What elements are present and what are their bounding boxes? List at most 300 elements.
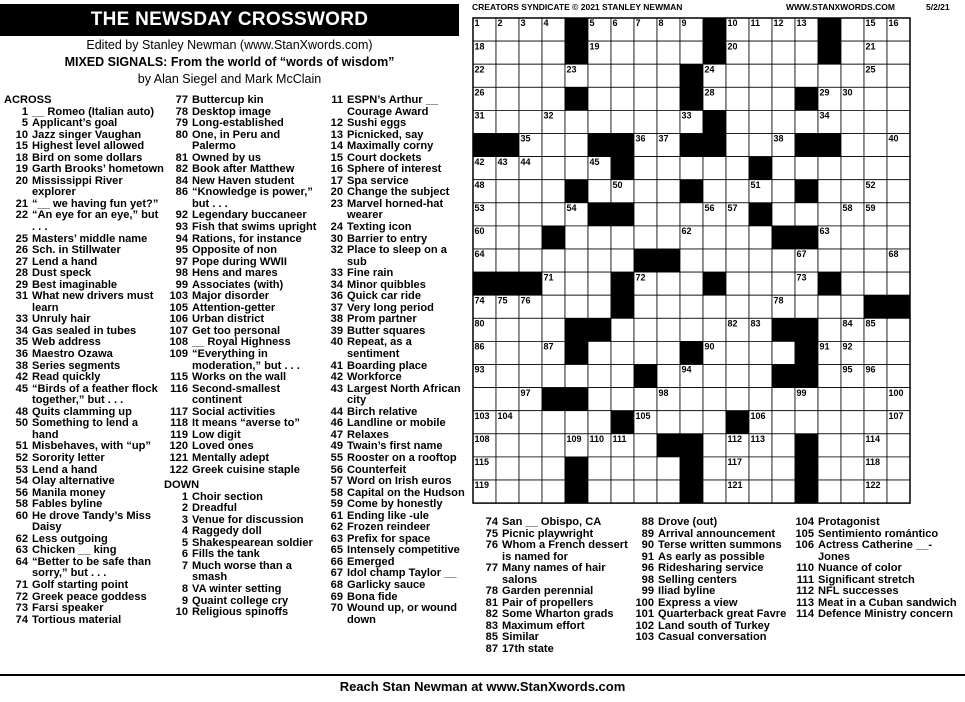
grid-cell[interactable] bbox=[864, 388, 887, 411]
grid-cell[interactable] bbox=[496, 480, 519, 503]
grid-cell[interactable] bbox=[887, 318, 910, 341]
grid-cell[interactable] bbox=[565, 226, 588, 249]
grid-cell[interactable] bbox=[657, 318, 680, 341]
grid-cell[interactable] bbox=[542, 318, 565, 341]
grid-cell[interactable] bbox=[588, 226, 611, 249]
grid-cell[interactable] bbox=[611, 41, 634, 64]
grid-cell[interactable] bbox=[749, 87, 772, 110]
clue-item[interactable] bbox=[630, 540, 800, 552]
grid-cell[interactable] bbox=[588, 341, 611, 364]
grid-cell[interactable] bbox=[565, 272, 588, 295]
grid-cell[interactable] bbox=[634, 457, 657, 480]
clue-item[interactable] bbox=[790, 563, 962, 575]
grid-cell[interactable] bbox=[818, 457, 841, 480]
grid-cell[interactable] bbox=[680, 318, 703, 341]
grid-cell[interactable] bbox=[749, 457, 772, 480]
grid-cell[interactable] bbox=[680, 41, 703, 64]
grid-cell[interactable] bbox=[542, 365, 565, 388]
grid-cell[interactable] bbox=[519, 180, 542, 203]
grid-cell[interactable] bbox=[772, 272, 795, 295]
clue-item[interactable] bbox=[319, 603, 467, 626]
grid-cell[interactable] bbox=[657, 110, 680, 133]
grid-cell[interactable] bbox=[703, 480, 726, 503]
clue-item[interactable] bbox=[4, 476, 164, 488]
clue-item[interactable] bbox=[4, 176, 164, 199]
grid-cell[interactable] bbox=[634, 480, 657, 503]
clue-item[interactable] bbox=[164, 561, 324, 584]
clue-item[interactable] bbox=[164, 503, 324, 515]
grid-cell[interactable] bbox=[726, 388, 749, 411]
clue-item[interactable] bbox=[4, 384, 164, 407]
grid-cell[interactable] bbox=[657, 157, 680, 180]
grid-cell[interactable] bbox=[680, 249, 703, 272]
grid-cell[interactable] bbox=[772, 41, 795, 64]
clue-item[interactable] bbox=[4, 291, 164, 314]
clue-item[interactable] bbox=[319, 199, 467, 222]
clue-item[interactable] bbox=[164, 222, 324, 234]
grid-cell[interactable] bbox=[772, 203, 795, 226]
grid-cell[interactable] bbox=[519, 226, 542, 249]
grid-cell[interactable] bbox=[542, 180, 565, 203]
grid-cell[interactable] bbox=[657, 341, 680, 364]
grid-cell[interactable] bbox=[841, 41, 864, 64]
grid-cell[interactable] bbox=[611, 341, 634, 364]
grid-cell[interactable] bbox=[496, 87, 519, 110]
grid-cell[interactable] bbox=[657, 203, 680, 226]
grid-cell[interactable] bbox=[864, 341, 887, 364]
grid-cell[interactable] bbox=[611, 318, 634, 341]
grid-cell[interactable] bbox=[703, 411, 726, 434]
grid-cell[interactable] bbox=[749, 365, 772, 388]
grid-cell[interactable] bbox=[496, 203, 519, 226]
grid-cell[interactable] bbox=[818, 318, 841, 341]
clue-item[interactable] bbox=[319, 118, 467, 130]
grid-cell[interactable] bbox=[680, 272, 703, 295]
grid-cell[interactable] bbox=[588, 480, 611, 503]
clue-item[interactable] bbox=[319, 499, 467, 511]
clue-item[interactable] bbox=[164, 372, 324, 384]
grid-cell[interactable] bbox=[611, 388, 634, 411]
clue-item[interactable] bbox=[4, 499, 164, 511]
clue-item[interactable] bbox=[630, 632, 800, 644]
grid-cell[interactable] bbox=[634, 157, 657, 180]
grid-cell[interactable] bbox=[634, 318, 657, 341]
grid-cell[interactable] bbox=[795, 41, 818, 64]
clue-item[interactable] bbox=[164, 465, 324, 477]
clue-item[interactable] bbox=[474, 632, 636, 644]
grid-cell[interactable] bbox=[588, 180, 611, 203]
clue-item[interactable] bbox=[164, 245, 324, 257]
grid-cell[interactable] bbox=[887, 365, 910, 388]
grid-cell[interactable] bbox=[703, 318, 726, 341]
grid-cell[interactable] bbox=[496, 318, 519, 341]
clue-item[interactable] bbox=[4, 418, 164, 441]
grid-cell[interactable] bbox=[749, 41, 772, 64]
grid-cell[interactable] bbox=[611, 110, 634, 133]
clue-item[interactable] bbox=[319, 453, 467, 465]
grid-cell[interactable] bbox=[588, 411, 611, 434]
grid-cell[interactable] bbox=[588, 249, 611, 272]
clue-item[interactable] bbox=[474, 644, 636, 656]
grid-cell[interactable] bbox=[749, 249, 772, 272]
grid-cell[interactable] bbox=[657, 411, 680, 434]
grid-cell[interactable] bbox=[726, 134, 749, 157]
grid-cell[interactable] bbox=[496, 388, 519, 411]
grid-cell[interactable] bbox=[542, 295, 565, 318]
grid-cell[interactable] bbox=[542, 457, 565, 480]
grid-cell[interactable] bbox=[772, 341, 795, 364]
grid-cell[interactable] bbox=[634, 226, 657, 249]
grid-cell[interactable] bbox=[542, 249, 565, 272]
clue-item[interactable] bbox=[164, 492, 324, 504]
clue-item[interactable] bbox=[4, 141, 164, 153]
grid-cell[interactable] bbox=[841, 64, 864, 87]
grid-cell[interactable] bbox=[657, 180, 680, 203]
grid-cell[interactable] bbox=[864, 249, 887, 272]
grid-cell[interactable] bbox=[611, 87, 634, 110]
grid-cell[interactable] bbox=[887, 110, 910, 133]
grid-cell[interactable] bbox=[542, 41, 565, 64]
grid-cell[interactable] bbox=[818, 295, 841, 318]
grid-cell[interactable] bbox=[887, 457, 910, 480]
grid-cell[interactable] bbox=[634, 434, 657, 457]
grid-cell[interactable] bbox=[703, 226, 726, 249]
clue-item[interactable] bbox=[164, 130, 324, 153]
grid-cell[interactable] bbox=[680, 295, 703, 318]
grid-cell[interactable] bbox=[519, 480, 542, 503]
crossword-grid[interactable] bbox=[472, 17, 911, 504]
grid-cell[interactable] bbox=[634, 87, 657, 110]
grid-cell[interactable] bbox=[887, 41, 910, 64]
grid-cell[interactable] bbox=[818, 365, 841, 388]
grid-cell[interactable] bbox=[772, 434, 795, 457]
grid-cell[interactable] bbox=[588, 388, 611, 411]
grid-cell[interactable] bbox=[841, 272, 864, 295]
grid-cell[interactable] bbox=[611, 457, 634, 480]
grid-cell[interactable] bbox=[496, 365, 519, 388]
grid-cell[interactable] bbox=[864, 157, 887, 180]
clue-item[interactable] bbox=[319, 141, 467, 153]
grid-cell[interactable] bbox=[680, 203, 703, 226]
grid-cell[interactable] bbox=[588, 365, 611, 388]
grid-cell[interactable] bbox=[588, 272, 611, 295]
grid-cell[interactable] bbox=[749, 64, 772, 87]
grid-cell[interactable] bbox=[749, 295, 772, 318]
clue-item[interactable] bbox=[790, 517, 962, 529]
grid-cell[interactable] bbox=[703, 388, 726, 411]
grid-cell[interactable] bbox=[795, 64, 818, 87]
grid-cell[interactable] bbox=[726, 272, 749, 295]
clue-item[interactable] bbox=[164, 118, 324, 130]
grid-cell[interactable] bbox=[519, 41, 542, 64]
grid-cell[interactable] bbox=[795, 203, 818, 226]
clue-item[interactable] bbox=[474, 540, 636, 563]
grid-cell[interactable] bbox=[519, 87, 542, 110]
grid-cell[interactable] bbox=[864, 411, 887, 434]
grid-cell[interactable] bbox=[519, 434, 542, 457]
grid-cell[interactable] bbox=[864, 87, 887, 110]
clue-item[interactable] bbox=[164, 349, 324, 372]
clue-item[interactable] bbox=[4, 349, 164, 361]
grid-cell[interactable] bbox=[542, 480, 565, 503]
grid-cell[interactable] bbox=[772, 87, 795, 110]
grid-cell[interactable] bbox=[887, 87, 910, 110]
grid-cell[interactable] bbox=[841, 480, 864, 503]
grid-cell[interactable] bbox=[726, 64, 749, 87]
clue-item[interactable] bbox=[4, 603, 164, 615]
grid-cell[interactable] bbox=[841, 411, 864, 434]
grid-cell[interactable] bbox=[749, 480, 772, 503]
grid-cell[interactable] bbox=[887, 272, 910, 295]
grid-cell[interactable] bbox=[519, 457, 542, 480]
grid-cell[interactable] bbox=[657, 365, 680, 388]
grid-cell[interactable] bbox=[749, 226, 772, 249]
grid-cell[interactable] bbox=[749, 110, 772, 133]
grid-cell[interactable] bbox=[772, 388, 795, 411]
clue-item[interactable] bbox=[630, 517, 800, 529]
grid-cell[interactable] bbox=[795, 110, 818, 133]
grid-cell[interactable] bbox=[772, 157, 795, 180]
clue-item[interactable] bbox=[319, 245, 467, 268]
grid-cell[interactable] bbox=[611, 64, 634, 87]
grid-cell[interactable] bbox=[887, 157, 910, 180]
grid-cell[interactable] bbox=[703, 434, 726, 457]
clue-item[interactable] bbox=[319, 337, 467, 360]
grid-cell[interactable] bbox=[841, 180, 864, 203]
clue-item[interactable] bbox=[630, 575, 800, 587]
grid-cell[interactable] bbox=[818, 411, 841, 434]
grid-cell[interactable] bbox=[818, 388, 841, 411]
grid-cell[interactable] bbox=[703, 180, 726, 203]
grid-cell[interactable] bbox=[565, 365, 588, 388]
grid-cell[interactable] bbox=[703, 157, 726, 180]
clue-item[interactable] bbox=[790, 609, 962, 621]
grid-cell[interactable] bbox=[887, 180, 910, 203]
grid-cell[interactable] bbox=[795, 157, 818, 180]
grid-cell[interactable] bbox=[795, 295, 818, 318]
clue-item[interactable] bbox=[630, 563, 800, 575]
grid-cell[interactable] bbox=[588, 64, 611, 87]
grid-cell[interactable] bbox=[657, 87, 680, 110]
clue-item[interactable] bbox=[4, 210, 164, 233]
grid-cell[interactable] bbox=[887, 434, 910, 457]
grid-cell[interactable] bbox=[519, 110, 542, 133]
grid-cell[interactable] bbox=[841, 226, 864, 249]
clue-item[interactable] bbox=[4, 615, 164, 627]
grid-cell[interactable] bbox=[680, 388, 703, 411]
clue-item[interactable] bbox=[474, 517, 636, 529]
grid-cell[interactable] bbox=[634, 180, 657, 203]
grid-cell[interactable] bbox=[496, 434, 519, 457]
clue-item[interactable] bbox=[164, 95, 324, 107]
grid-cell[interactable] bbox=[749, 272, 772, 295]
grid-cell[interactable] bbox=[818, 157, 841, 180]
grid-cell[interactable] bbox=[887, 226, 910, 249]
grid-cell[interactable] bbox=[864, 272, 887, 295]
clue-item[interactable] bbox=[4, 372, 164, 384]
clue-item[interactable] bbox=[319, 384, 467, 407]
grid-cell[interactable] bbox=[565, 411, 588, 434]
grid-cell[interactable] bbox=[726, 341, 749, 364]
clue-item[interactable] bbox=[319, 222, 467, 234]
grid-cell[interactable] bbox=[611, 226, 634, 249]
grid-cell[interactable] bbox=[588, 110, 611, 133]
grid-cell[interactable] bbox=[634, 295, 657, 318]
grid-cell[interactable] bbox=[496, 249, 519, 272]
grid-cell[interactable] bbox=[887, 64, 910, 87]
grid-cell[interactable] bbox=[588, 295, 611, 318]
grid-cell[interactable] bbox=[841, 434, 864, 457]
clue-item[interactable] bbox=[474, 621, 636, 633]
grid-cell[interactable] bbox=[657, 226, 680, 249]
grid-cell[interactable] bbox=[726, 157, 749, 180]
grid-cell[interactable] bbox=[841, 157, 864, 180]
grid-cell[interactable] bbox=[749, 388, 772, 411]
grid-cell[interactable] bbox=[818, 203, 841, 226]
grid-cell[interactable] bbox=[772, 64, 795, 87]
grid-cell[interactable] bbox=[887, 203, 910, 226]
grid-cell[interactable] bbox=[634, 64, 657, 87]
grid-cell[interactable] bbox=[542, 157, 565, 180]
grid-cell[interactable] bbox=[726, 249, 749, 272]
grid-cell[interactable] bbox=[703, 249, 726, 272]
grid-cell[interactable] bbox=[703, 457, 726, 480]
grid-cell[interactable] bbox=[772, 480, 795, 503]
grid-cell[interactable] bbox=[565, 134, 588, 157]
grid-cell[interactable] bbox=[657, 64, 680, 87]
grid-cell[interactable] bbox=[542, 411, 565, 434]
grid-cell[interactable] bbox=[565, 157, 588, 180]
grid-cell[interactable] bbox=[657, 480, 680, 503]
grid-cell[interactable] bbox=[772, 180, 795, 203]
grid-cell[interactable] bbox=[772, 110, 795, 133]
grid-cell[interactable] bbox=[542, 87, 565, 110]
grid-cell[interactable] bbox=[818, 434, 841, 457]
grid-cell[interactable] bbox=[473, 388, 496, 411]
grid-cell[interactable] bbox=[496, 457, 519, 480]
grid-cell[interactable] bbox=[726, 365, 749, 388]
clue-item[interactable] bbox=[790, 540, 962, 563]
grid-cell[interactable] bbox=[726, 295, 749, 318]
grid-cell[interactable] bbox=[818, 480, 841, 503]
grid-cell[interactable] bbox=[657, 457, 680, 480]
clue-item[interactable] bbox=[164, 607, 324, 619]
clue-item[interactable] bbox=[319, 372, 467, 384]
grid-cell[interactable] bbox=[726, 110, 749, 133]
grid-cell[interactable] bbox=[726, 180, 749, 203]
grid-cell[interactable] bbox=[841, 18, 864, 41]
grid-cell[interactable] bbox=[841, 457, 864, 480]
grid-cell[interactable] bbox=[588, 87, 611, 110]
grid-cell[interactable] bbox=[519, 249, 542, 272]
grid-cell[interactable] bbox=[726, 226, 749, 249]
grid-cell[interactable] bbox=[519, 318, 542, 341]
clue-item[interactable] bbox=[4, 118, 164, 130]
grid-cell[interactable] bbox=[611, 249, 634, 272]
clue-item[interactable] bbox=[319, 476, 467, 488]
grid-cell[interactable] bbox=[542, 203, 565, 226]
clue-item[interactable] bbox=[4, 557, 164, 580]
grid-cell[interactable] bbox=[634, 203, 657, 226]
grid-cell[interactable] bbox=[841, 388, 864, 411]
grid-cell[interactable] bbox=[841, 134, 864, 157]
clue-item[interactable] bbox=[319, 95, 467, 118]
grid-cell[interactable] bbox=[542, 134, 565, 157]
grid-cell[interactable] bbox=[680, 411, 703, 434]
grid-cell[interactable] bbox=[864, 226, 887, 249]
grid-cell[interactable] bbox=[496, 341, 519, 364]
grid-cell[interactable] bbox=[657, 272, 680, 295]
grid-cell[interactable] bbox=[887, 341, 910, 364]
grid-cell[interactable] bbox=[818, 249, 841, 272]
grid-cell[interactable] bbox=[726, 87, 749, 110]
clue-item[interactable] bbox=[164, 418, 324, 430]
grid-cell[interactable] bbox=[496, 226, 519, 249]
grid-cell[interactable] bbox=[818, 180, 841, 203]
clue-item[interactable] bbox=[4, 580, 164, 592]
clue-item[interactable] bbox=[474, 563, 636, 586]
grid-cell[interactable] bbox=[657, 41, 680, 64]
grid-cell[interactable] bbox=[795, 411, 818, 434]
grid-cell[interactable] bbox=[634, 41, 657, 64]
grid-cell[interactable] bbox=[496, 110, 519, 133]
grid-cell[interactable] bbox=[680, 157, 703, 180]
grid-cell[interactable] bbox=[772, 457, 795, 480]
grid-cell[interactable] bbox=[887, 480, 910, 503]
grid-cell[interactable] bbox=[772, 249, 795, 272]
grid-cell[interactable] bbox=[864, 134, 887, 157]
grid-cell[interactable] bbox=[496, 64, 519, 87]
grid-cell[interactable] bbox=[611, 480, 634, 503]
grid-cell[interactable] bbox=[519, 203, 542, 226]
clue-item[interactable] bbox=[164, 584, 324, 596]
grid-cell[interactable] bbox=[703, 295, 726, 318]
grid-cell[interactable] bbox=[519, 411, 542, 434]
grid-cell[interactable] bbox=[565, 249, 588, 272]
grid-cell[interactable] bbox=[634, 110, 657, 133]
grid-cell[interactable] bbox=[749, 134, 772, 157]
clue-item[interactable] bbox=[164, 187, 324, 210]
clue-item[interactable] bbox=[4, 245, 164, 257]
grid-cell[interactable] bbox=[611, 365, 634, 388]
grid-cell[interactable] bbox=[565, 110, 588, 133]
grid-cell[interactable] bbox=[496, 180, 519, 203]
grid-cell[interactable] bbox=[657, 295, 680, 318]
clue-item[interactable] bbox=[4, 453, 164, 465]
grid-cell[interactable] bbox=[634, 341, 657, 364]
grid-cell[interactable] bbox=[588, 457, 611, 480]
grid-cell[interactable] bbox=[519, 365, 542, 388]
grid-cell[interactable] bbox=[519, 341, 542, 364]
grid-cell[interactable] bbox=[542, 434, 565, 457]
clue-item[interactable] bbox=[319, 580, 467, 592]
clue-item[interactable] bbox=[4, 511, 164, 534]
grid-cell[interactable] bbox=[634, 388, 657, 411]
clue-item[interactable] bbox=[164, 453, 324, 465]
grid-cell[interactable] bbox=[841, 295, 864, 318]
grid-cell[interactable] bbox=[749, 341, 772, 364]
grid-cell[interactable] bbox=[542, 64, 565, 87]
grid-cell[interactable] bbox=[841, 249, 864, 272]
grid-cell[interactable] bbox=[496, 41, 519, 64]
clue-item[interactable] bbox=[164, 384, 324, 407]
grid-cell[interactable] bbox=[841, 110, 864, 133]
grid-cell[interactable] bbox=[519, 64, 542, 87]
grid-cell[interactable] bbox=[772, 411, 795, 434]
grid-cell[interactable] bbox=[864, 110, 887, 133]
grid-cell[interactable] bbox=[565, 295, 588, 318]
grid-cell[interactable] bbox=[818, 64, 841, 87]
